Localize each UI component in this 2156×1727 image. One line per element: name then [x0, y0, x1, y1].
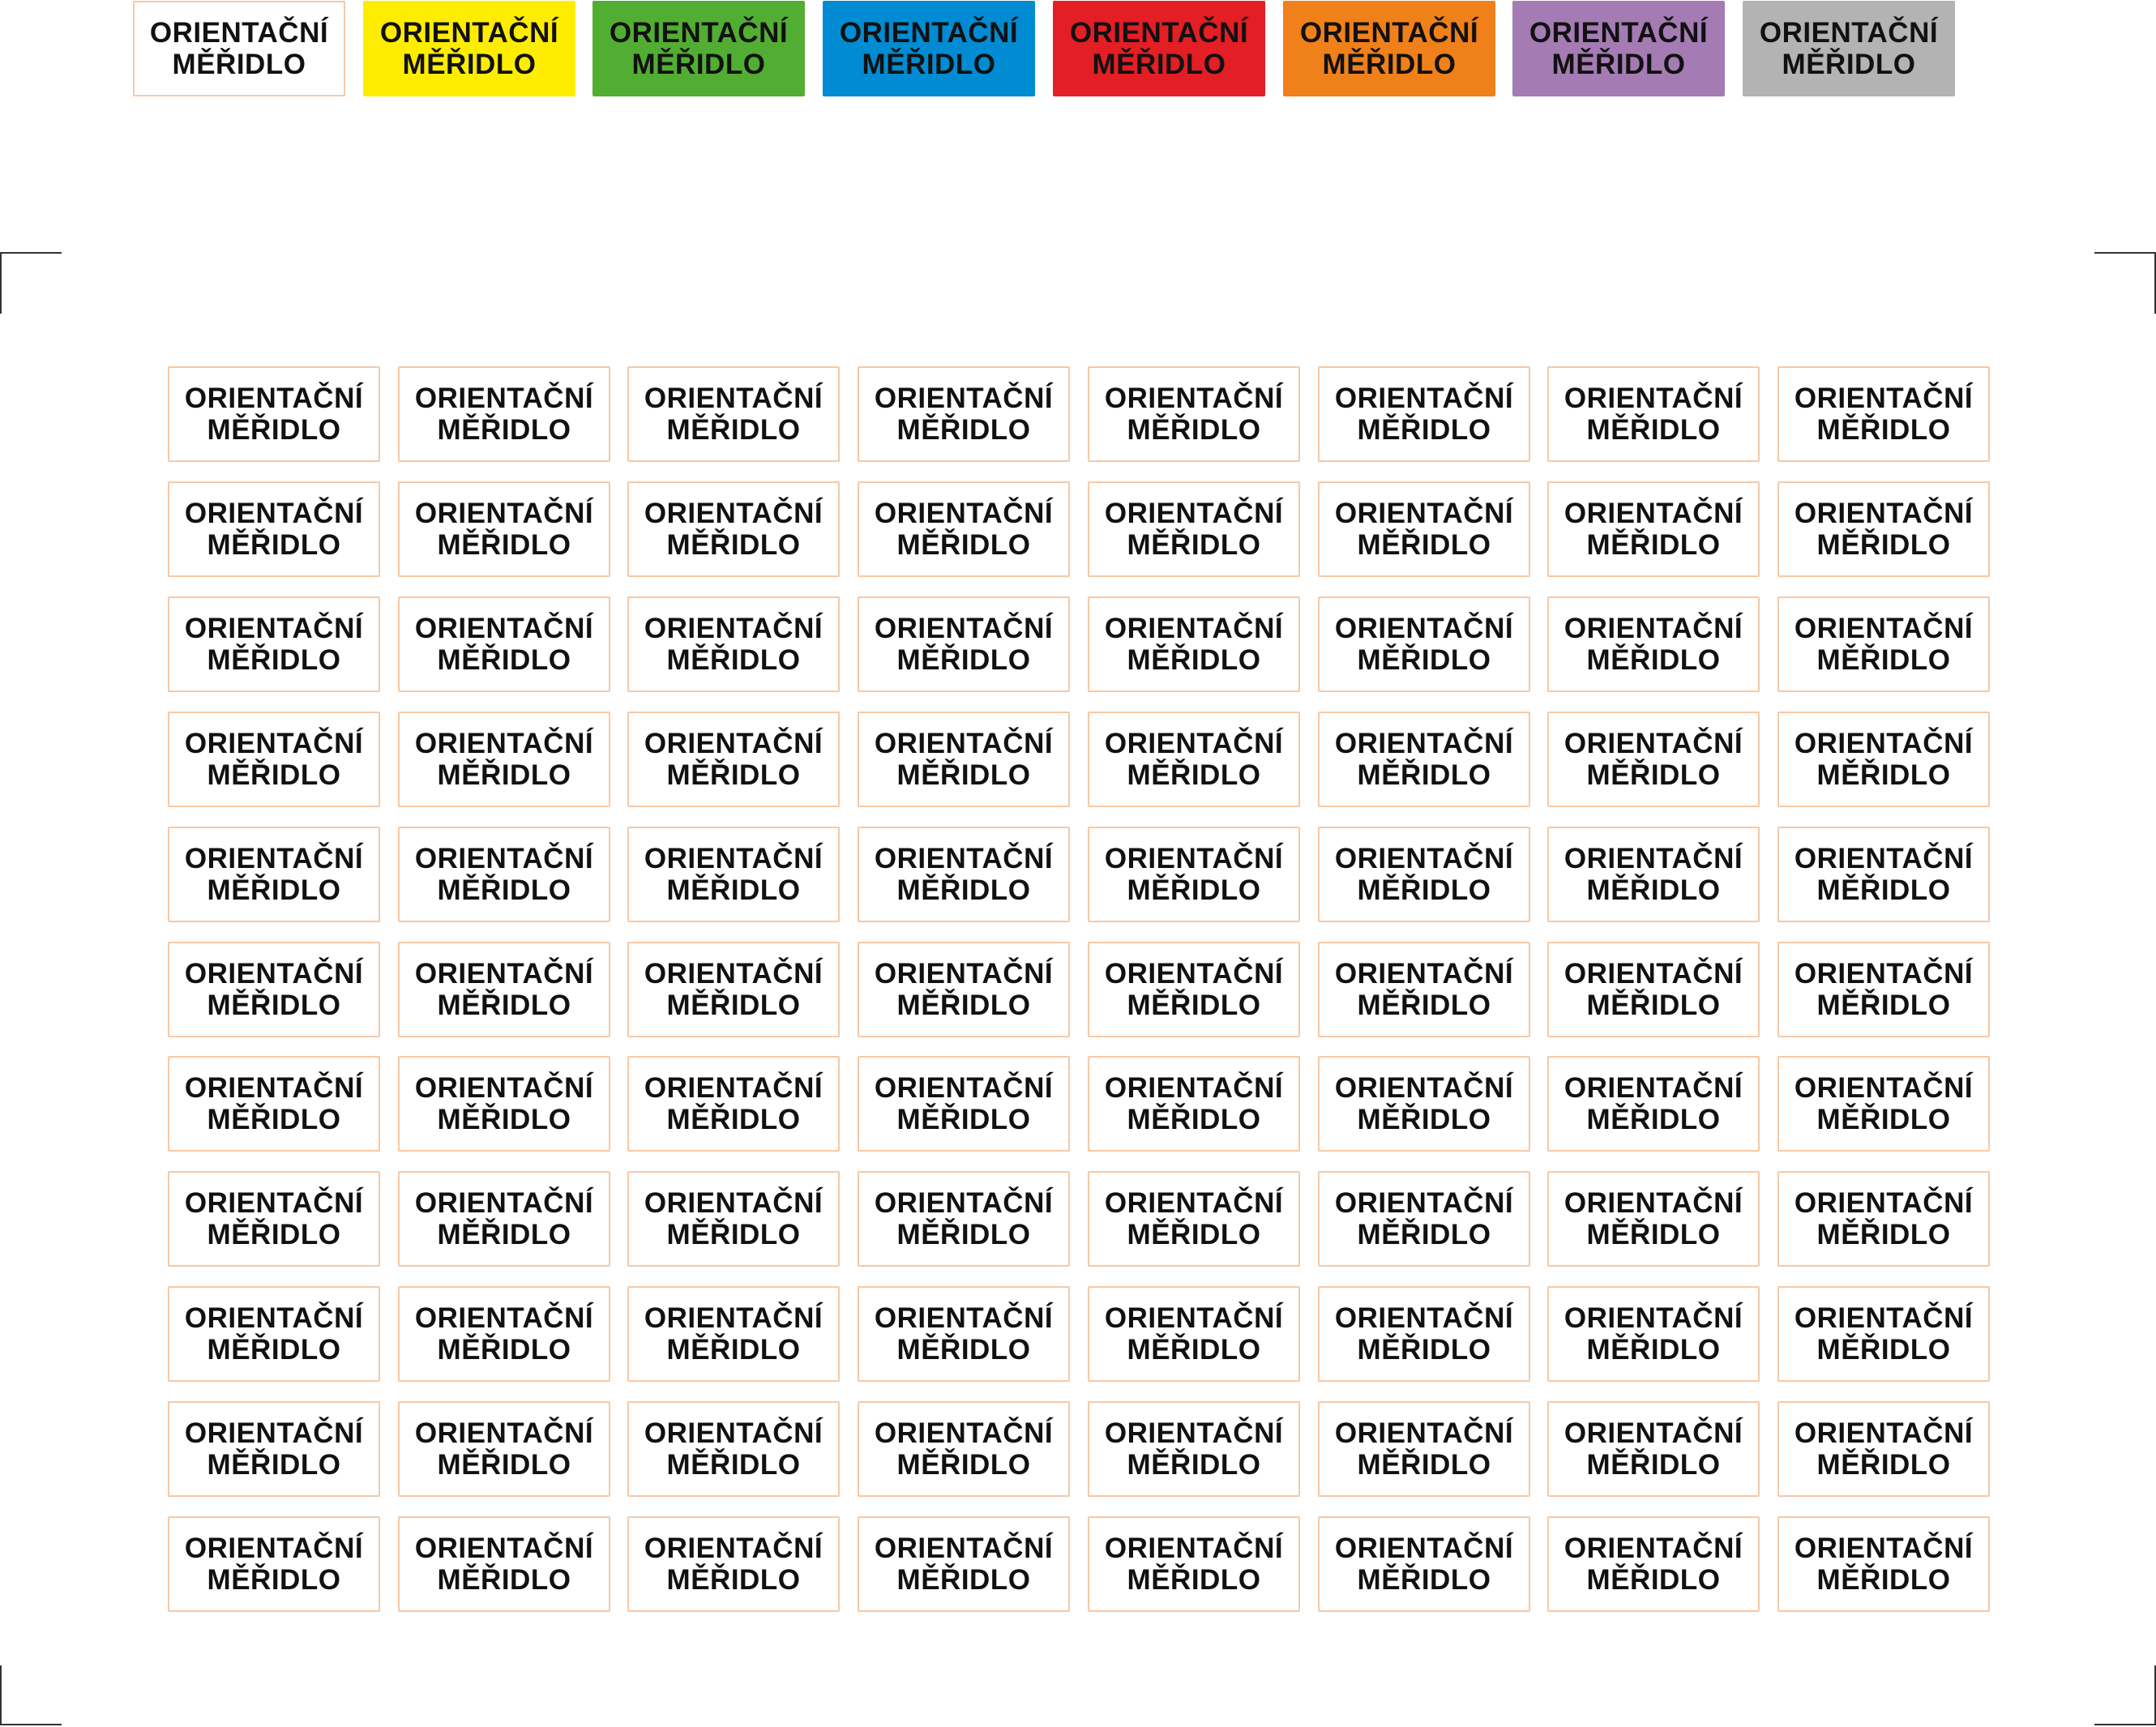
label-line-2: MĚŘIDLO — [1357, 644, 1491, 676]
sheet-label — [858, 1056, 1070, 1152]
sheet-label — [398, 1516, 610, 1612]
label-line-1: ORIENTAČNÍ — [1564, 1072, 1743, 1104]
label-line-1: ORIENTAČNÍ — [414, 728, 594, 759]
sheet-label — [1088, 596, 1300, 692]
label-line-1: ORIENTAČNÍ — [149, 17, 329, 49]
sheet-label — [1088, 942, 1300, 1037]
label-line-2: MĚŘIDLO — [437, 874, 571, 906]
sheet-label — [858, 942, 1070, 1037]
label-line-1: ORIENTAČNÍ — [1794, 1417, 1974, 1449]
label-line-2: MĚŘIDLO — [437, 414, 571, 446]
label-line-2: MĚŘIDLO — [1127, 1219, 1261, 1250]
label-line-2: MĚŘIDLO — [437, 1219, 571, 1250]
label-line-2: MĚŘIDLO — [1816, 414, 1951, 446]
label-line-1: ORIENTAČNÍ — [874, 1072, 1054, 1104]
label-line-1: ORIENTAČNÍ — [414, 843, 594, 874]
label-line-1: ORIENTAČNÍ — [414, 1532, 594, 1564]
sheet-label — [627, 596, 840, 692]
sheet-label — [168, 1516, 380, 1612]
label-line-2: MĚŘIDLO — [1586, 1219, 1721, 1250]
label-line-1: ORIENTAČNÍ — [1564, 498, 1743, 529]
label-line-1: ORIENTAČNÍ — [1104, 1302, 1284, 1334]
sheet-label — [1088, 366, 1300, 462]
label-line-1: ORIENTAČNÍ — [1104, 1187, 1284, 1219]
label-line-1: ORIENTAČNÍ — [1334, 1187, 1514, 1219]
label-line-1: ORIENTAČNÍ — [414, 383, 594, 414]
label-line-1: ORIENTAČNÍ — [1564, 1417, 1743, 1449]
sheet-label — [1777, 1056, 1990, 1152]
label-line-1: ORIENTAČNÍ — [1104, 613, 1284, 644]
label-line-1: ORIENTAČNÍ — [184, 1417, 364, 1449]
label-line-2: MĚŘIDLO — [437, 1449, 571, 1481]
label-line-2: MĚŘIDLO — [666, 529, 801, 561]
label-line-1: ORIENTAČNÍ — [1334, 1072, 1514, 1104]
sheet-label — [1547, 1286, 1760, 1382]
label-line-1: ORIENTAČNÍ — [644, 1072, 823, 1104]
label-line-2: MĚŘIDLO — [1127, 874, 1261, 906]
sheet-label — [1547, 827, 1760, 922]
sheet-label — [858, 827, 1070, 922]
label-line-2: MĚŘIDLO — [207, 759, 341, 791]
sheet-label — [1088, 1056, 1300, 1152]
label-line-1: ORIENTAČNÍ — [1104, 728, 1284, 759]
label-line-2: MĚŘIDLO — [1357, 759, 1491, 791]
sheet-label — [1318, 827, 1530, 922]
sheet-label — [1777, 942, 1990, 1037]
label-line-2: MĚŘIDLO — [1092, 49, 1226, 80]
sheet-label — [627, 481, 840, 577]
sheet-label — [398, 1056, 610, 1152]
label-line-1: ORIENTAČNÍ — [1334, 1302, 1514, 1334]
sheet-label — [1777, 481, 1990, 577]
sheet-label — [398, 481, 610, 577]
sheet-label — [1088, 1171, 1300, 1267]
label-line-1: ORIENTAČNÍ — [1334, 383, 1514, 414]
label-line-2: MĚŘIDLO — [207, 1334, 341, 1366]
label-line-2: MĚŘIDLO — [1357, 1449, 1491, 1481]
label-line-1: ORIENTAČNÍ — [379, 17, 559, 49]
sheet-label — [1777, 366, 1990, 462]
label-line-2: MĚŘIDLO — [207, 414, 341, 446]
label-line-2: MĚŘIDLO — [1357, 1219, 1491, 1250]
sheet-label — [1777, 1286, 1990, 1382]
sheet-label — [168, 481, 380, 577]
label-line-2: MĚŘIDLO — [666, 644, 801, 676]
sheet-label — [1547, 1516, 1760, 1612]
sheet-label — [168, 1056, 380, 1152]
label-line-2: MĚŘIDLO — [1127, 414, 1261, 446]
sheet-label — [1088, 827, 1300, 922]
label-line-2: MĚŘIDLO — [1586, 1449, 1721, 1481]
label-line-2: MĚŘIDLO — [896, 1449, 1031, 1481]
sheet-label — [398, 366, 610, 462]
label-line-1: ORIENTAČNÍ — [1564, 613, 1743, 644]
label-line-1: ORIENTAČNÍ — [1794, 843, 1974, 874]
label-line-2: MĚŘIDLO — [207, 1104, 341, 1135]
label-line-2: MĚŘIDLO — [1322, 49, 1457, 80]
label-line-2: MĚŘIDLO — [896, 1334, 1031, 1366]
sheet-label — [1777, 1401, 1990, 1497]
label-line-2: MĚŘIDLO — [207, 1564, 341, 1596]
sheet-label — [858, 481, 1070, 577]
label-line-2: MĚŘIDLO — [437, 644, 571, 676]
label-line-1: ORIENTAČNÍ — [184, 728, 364, 759]
label-line-2: MĚŘIDLO — [666, 759, 801, 791]
label-line-1: ORIENTAČNÍ — [184, 1532, 364, 1564]
sheet-label — [1318, 942, 1530, 1037]
label-line-2: MĚŘIDLO — [437, 1564, 571, 1596]
sheet-label — [858, 1286, 1070, 1382]
sheet-label — [858, 1171, 1070, 1267]
label-line-1: ORIENTAČNÍ — [1564, 1302, 1743, 1334]
label-line-1: ORIENTAČNÍ — [874, 498, 1054, 529]
sheet-label — [627, 712, 840, 807]
sheet-label — [1547, 596, 1760, 692]
sheet-label — [168, 1401, 380, 1497]
label-line-1: ORIENTAČNÍ — [644, 728, 823, 759]
label-line-1: ORIENTAČNÍ — [1794, 498, 1974, 529]
sheet-label — [168, 712, 380, 807]
label-line-2: MĚŘIDLO — [207, 874, 341, 906]
label-line-2: MĚŘIDLO — [666, 1564, 801, 1596]
label-line-1: ORIENTAČNÍ — [1104, 383, 1284, 414]
sheet-label — [1088, 1401, 1300, 1497]
label-line-1: ORIENTAČNÍ — [874, 728, 1054, 759]
label-line-1: ORIENTAČNÍ — [414, 1187, 594, 1219]
label-line-1: ORIENTAČNÍ — [184, 1187, 364, 1219]
label-line-2: MĚŘIDLO — [896, 1219, 1031, 1250]
label-line-1: ORIENTAČNÍ — [1794, 728, 1974, 759]
sheet-label — [627, 1286, 840, 1382]
label-line-1: ORIENTAČNÍ — [414, 498, 594, 529]
label-line-2: MĚŘIDLO — [1816, 990, 1951, 1021]
label-line-2: MĚŘIDLO — [1816, 1104, 1951, 1135]
sheet-label — [1547, 942, 1760, 1037]
sheet-label — [1318, 712, 1530, 807]
label-line-1: ORIENTAČNÍ — [1104, 1072, 1284, 1104]
label-line-2: MĚŘIDLO — [1816, 1219, 1951, 1250]
label-line-1: ORIENTAČNÍ — [184, 383, 364, 414]
sheet-label — [1777, 1171, 1990, 1267]
label-line-1: ORIENTAČNÍ — [874, 843, 1054, 874]
label-line-2: MĚŘIDLO — [437, 1104, 571, 1135]
sheet-label — [1547, 1056, 1760, 1152]
label-line-1: ORIENTAČNÍ — [1104, 843, 1284, 874]
label-line-1: ORIENTAČNÍ — [1069, 17, 1249, 49]
label-line-2: MĚŘIDLO — [896, 414, 1031, 446]
sheet-label — [1088, 481, 1300, 577]
label-line-2: MĚŘIDLO — [1551, 49, 1686, 80]
label-line-2: MĚŘIDLO — [896, 644, 1031, 676]
label-line-1: ORIENTAČNÍ — [1334, 728, 1514, 759]
sheet-label — [627, 1516, 840, 1612]
label-line-2: MĚŘIDLO — [666, 1104, 801, 1135]
label-line-1: ORIENTAČNÍ — [644, 498, 823, 529]
label-line-2: MĚŘIDLO — [437, 990, 571, 1021]
label-line-1: ORIENTAČNÍ — [1104, 1532, 1284, 1564]
label-line-2: MĚŘIDLO — [1586, 874, 1721, 906]
label-line-1: ORIENTAČNÍ — [1334, 1532, 1514, 1564]
sheet-label — [1088, 712, 1300, 807]
label-line-2: MĚŘIDLO — [1127, 759, 1261, 791]
label-line-1: ORIENTAČNÍ — [839, 17, 1019, 49]
label-line-2: MĚŘIDLO — [1127, 1449, 1261, 1481]
sheet-label — [398, 712, 610, 807]
sheet-label — [627, 827, 840, 922]
sheet-label — [1547, 366, 1760, 462]
label-line-2: MĚŘIDLO — [1357, 1104, 1491, 1135]
sheet-label — [858, 366, 1070, 462]
label-line-2: MĚŘIDLO — [1357, 1334, 1491, 1366]
sheet-label — [858, 596, 1070, 692]
sheet-label — [627, 366, 840, 462]
label-line-2: MĚŘIDLO — [896, 759, 1031, 791]
label-line-2: MĚŘIDLO — [666, 1334, 801, 1366]
label-line-2: MĚŘIDLO — [666, 1449, 801, 1481]
sheet-label — [398, 827, 610, 922]
sheet-label — [1777, 827, 1990, 922]
label-line-1: ORIENTAČNÍ — [184, 1072, 364, 1104]
sheet-label — [1318, 481, 1530, 577]
sheet-label — [168, 827, 380, 922]
label-line-2: MĚŘIDLO — [1816, 1334, 1951, 1366]
label-line-1: ORIENTAČNÍ — [1794, 1187, 1974, 1219]
label-line-1: ORIENTAČNÍ — [644, 843, 823, 874]
label-line-1: ORIENTAČNÍ — [184, 1302, 364, 1334]
sheet-label — [168, 366, 380, 462]
sheet-label — [627, 942, 840, 1037]
label-line-1: ORIENTAČNÍ — [1334, 958, 1514, 990]
sheet-label — [398, 1401, 610, 1497]
sheet-label — [1318, 596, 1530, 692]
label-line-2: MĚŘIDLO — [437, 759, 571, 791]
sheet-label — [1777, 1516, 1990, 1612]
label-line-1: ORIENTAČNÍ — [1564, 728, 1743, 759]
label-line-1: ORIENTAČNÍ — [1334, 613, 1514, 644]
label-line-1: ORIENTAČNÍ — [1104, 958, 1284, 990]
sheet-label — [398, 596, 610, 692]
sheet-label — [858, 1401, 1070, 1497]
label-line-2: MĚŘIDLO — [1586, 990, 1721, 1021]
label-line-1: ORIENTAČNÍ — [184, 958, 364, 990]
label-line-1: ORIENTAČNÍ — [1794, 383, 1974, 414]
label-line-1: ORIENTAČNÍ — [1529, 17, 1709, 49]
label-line-2: MĚŘIDLO — [402, 49, 537, 80]
sheet-label — [1318, 1401, 1530, 1497]
sheet-label — [627, 1401, 840, 1497]
label-line-2: MĚŘIDLO — [896, 529, 1031, 561]
label-line-1: ORIENTAČNÍ — [414, 1417, 594, 1449]
label-line-2: MĚŘIDLO — [1127, 644, 1261, 676]
label-line-2: MĚŘIDLO — [1357, 414, 1491, 446]
label-line-1: ORIENTAČNÍ — [414, 958, 594, 990]
label-line-1: ORIENTAČNÍ — [874, 1532, 1054, 1564]
label-line-1: ORIENTAČNÍ — [874, 383, 1054, 414]
label-line-2: MĚŘIDLO — [666, 414, 801, 446]
label-line-2: MĚŘIDLO — [1586, 414, 1721, 446]
label-line-2: MĚŘIDLO — [1586, 759, 1721, 791]
label-line-1: ORIENTAČNÍ — [644, 383, 823, 414]
sheet-label — [1318, 1286, 1530, 1382]
label-line-2: MĚŘIDLO — [1782, 49, 1916, 80]
label-line-1: ORIENTAČNÍ — [1104, 1417, 1284, 1449]
label-line-2: MĚŘIDLO — [896, 874, 1031, 906]
label-line-2: MĚŘIDLO — [862, 49, 996, 80]
label-line-1: ORIENTAČNÍ — [644, 1417, 823, 1449]
sheet-label — [1777, 596, 1990, 692]
sheet-label — [1547, 1171, 1760, 1267]
label-line-1: ORIENTAČNÍ — [1334, 1417, 1514, 1449]
label-line-1: ORIENTAČNÍ — [609, 17, 789, 49]
label-line-1: ORIENTAČNÍ — [1564, 843, 1743, 874]
label-line-2: MĚŘIDLO — [1586, 1104, 1721, 1135]
label-line-2: MĚŘIDLO — [1357, 990, 1491, 1021]
label-line-2: MĚŘIDLO — [1586, 644, 1721, 676]
label-line-1: ORIENTAČNÍ — [184, 613, 364, 644]
label-line-1: ORIENTAČNÍ — [414, 1072, 594, 1104]
label-line-1: ORIENTAČNÍ — [414, 1302, 594, 1334]
label-line-2: MĚŘIDLO — [172, 49, 306, 80]
label-line-1: ORIENTAČNÍ — [1564, 1532, 1743, 1564]
sheet-label — [1777, 712, 1990, 807]
label-line-2: MĚŘIDLO — [437, 1334, 571, 1366]
sheet-label — [1088, 1516, 1300, 1612]
sheet-label — [398, 1286, 610, 1382]
label-line-1: ORIENTAČNÍ — [1794, 1072, 1974, 1104]
label-line-2: MĚŘIDLO — [1127, 1104, 1261, 1135]
label-line-1: ORIENTAČNÍ — [1794, 1302, 1974, 1334]
label-line-2: MĚŘIDLO — [1816, 874, 1951, 906]
label-line-1: ORIENTAČNÍ — [184, 498, 364, 529]
sheet-label — [398, 1171, 610, 1267]
label-line-1: ORIENTAČNÍ — [1794, 958, 1974, 990]
sheet-label — [168, 596, 380, 692]
label-line-1: ORIENTAČNÍ — [644, 1532, 823, 1564]
label-line-1: ORIENTAČNÍ — [644, 958, 823, 990]
label-line-1: ORIENTAČNÍ — [1794, 1532, 1974, 1564]
sheet-label — [398, 942, 610, 1037]
label-line-1: ORIENTAČNÍ — [1564, 383, 1743, 414]
label-line-2: MĚŘIDLO — [1586, 1334, 1721, 1366]
sheet-label — [858, 1516, 1070, 1612]
sheet-label — [1318, 1056, 1530, 1152]
sheet-label — [1318, 1171, 1530, 1267]
label-line-1: ORIENTAČNÍ — [874, 1302, 1054, 1334]
sheet-label — [627, 1171, 840, 1267]
label-line-1: ORIENTAČNÍ — [414, 613, 594, 644]
sheet-label — [858, 712, 1070, 807]
label-line-2: MĚŘIDLO — [1816, 1564, 1951, 1596]
label-line-1: ORIENTAČNÍ — [1564, 958, 1743, 990]
label-line-2: MĚŘIDLO — [1816, 529, 1951, 561]
sheet-label — [1547, 712, 1760, 807]
label-line-2: MĚŘIDLO — [896, 1104, 1031, 1135]
label-line-2: MĚŘIDLO — [1127, 1334, 1261, 1366]
label-line-2: MĚŘIDLO — [1816, 1449, 1951, 1481]
label-line-2: MĚŘIDLO — [666, 874, 801, 906]
label-line-2: MĚŘIDLO — [207, 990, 341, 1021]
label-line-2: MĚŘIDLO — [1127, 1564, 1261, 1596]
sheet-label — [1547, 1401, 1760, 1497]
label-line-1: ORIENTAČNÍ — [1334, 498, 1514, 529]
label-line-2: MĚŘIDLO — [896, 1564, 1031, 1596]
sheet-label — [168, 1171, 380, 1267]
label-line-1: ORIENTAČNÍ — [874, 958, 1054, 990]
sheet-label — [1088, 1286, 1300, 1382]
label-line-2: MĚŘIDLO — [1586, 1564, 1721, 1596]
label-line-2: MĚŘIDLO — [207, 644, 341, 676]
label-line-1: ORIENTAČNÍ — [1564, 1187, 1743, 1219]
label-line-1: ORIENTAČNÍ — [874, 1417, 1054, 1449]
label-line-1: ORIENTAČNÍ — [1759, 17, 1939, 49]
label-line-2: MĚŘIDLO — [207, 529, 341, 561]
sheet-label — [168, 942, 380, 1037]
label-line-2: MĚŘIDLO — [1127, 529, 1261, 561]
sheet-label — [168, 1286, 380, 1382]
label-line-2: MĚŘIDLO — [1816, 644, 1951, 676]
label-line-1: ORIENTAČNÍ — [1299, 17, 1479, 49]
label-line-1: ORIENTAČNÍ — [874, 1187, 1054, 1219]
label-line-1: ORIENTAČNÍ — [874, 613, 1054, 644]
label-line-2: MĚŘIDLO — [1816, 759, 1951, 791]
label-line-2: MĚŘIDLO — [896, 990, 1031, 1021]
label-line-2: MĚŘIDLO — [207, 1219, 341, 1250]
label-line-1: ORIENTAČNÍ — [644, 1187, 823, 1219]
label-line-2: MĚŘIDLO — [1586, 529, 1721, 561]
label-line-1: ORIENTAČNÍ — [644, 613, 823, 644]
label-line-1: ORIENTAČNÍ — [1794, 613, 1974, 644]
label-line-1: ORIENTAČNÍ — [184, 843, 364, 874]
label-line-2: MĚŘIDLO — [1357, 1564, 1491, 1596]
label-line-2: MĚŘIDLO — [437, 529, 571, 561]
label-line-2: MĚŘIDLO — [1357, 529, 1491, 561]
sheet-label — [1318, 366, 1530, 462]
label-line-2: MĚŘIDLO — [666, 1219, 801, 1250]
label-line-1: ORIENTAČNÍ — [644, 1302, 823, 1334]
label-line-2: MĚŘIDLO — [1127, 990, 1261, 1021]
label-line-1: ORIENTAČNÍ — [1104, 498, 1284, 529]
label-line-1: ORIENTAČNÍ — [1334, 843, 1514, 874]
sheet-label — [1547, 481, 1760, 577]
label-line-2: MĚŘIDLO — [666, 990, 801, 1021]
label-line-2: MĚŘIDLO — [1357, 874, 1491, 906]
sheet-label — [627, 1056, 840, 1152]
label-line-2: MĚŘIDLO — [207, 1449, 341, 1481]
sheet-label — [1318, 1516, 1530, 1612]
label-line-2: MĚŘIDLO — [631, 49, 766, 80]
